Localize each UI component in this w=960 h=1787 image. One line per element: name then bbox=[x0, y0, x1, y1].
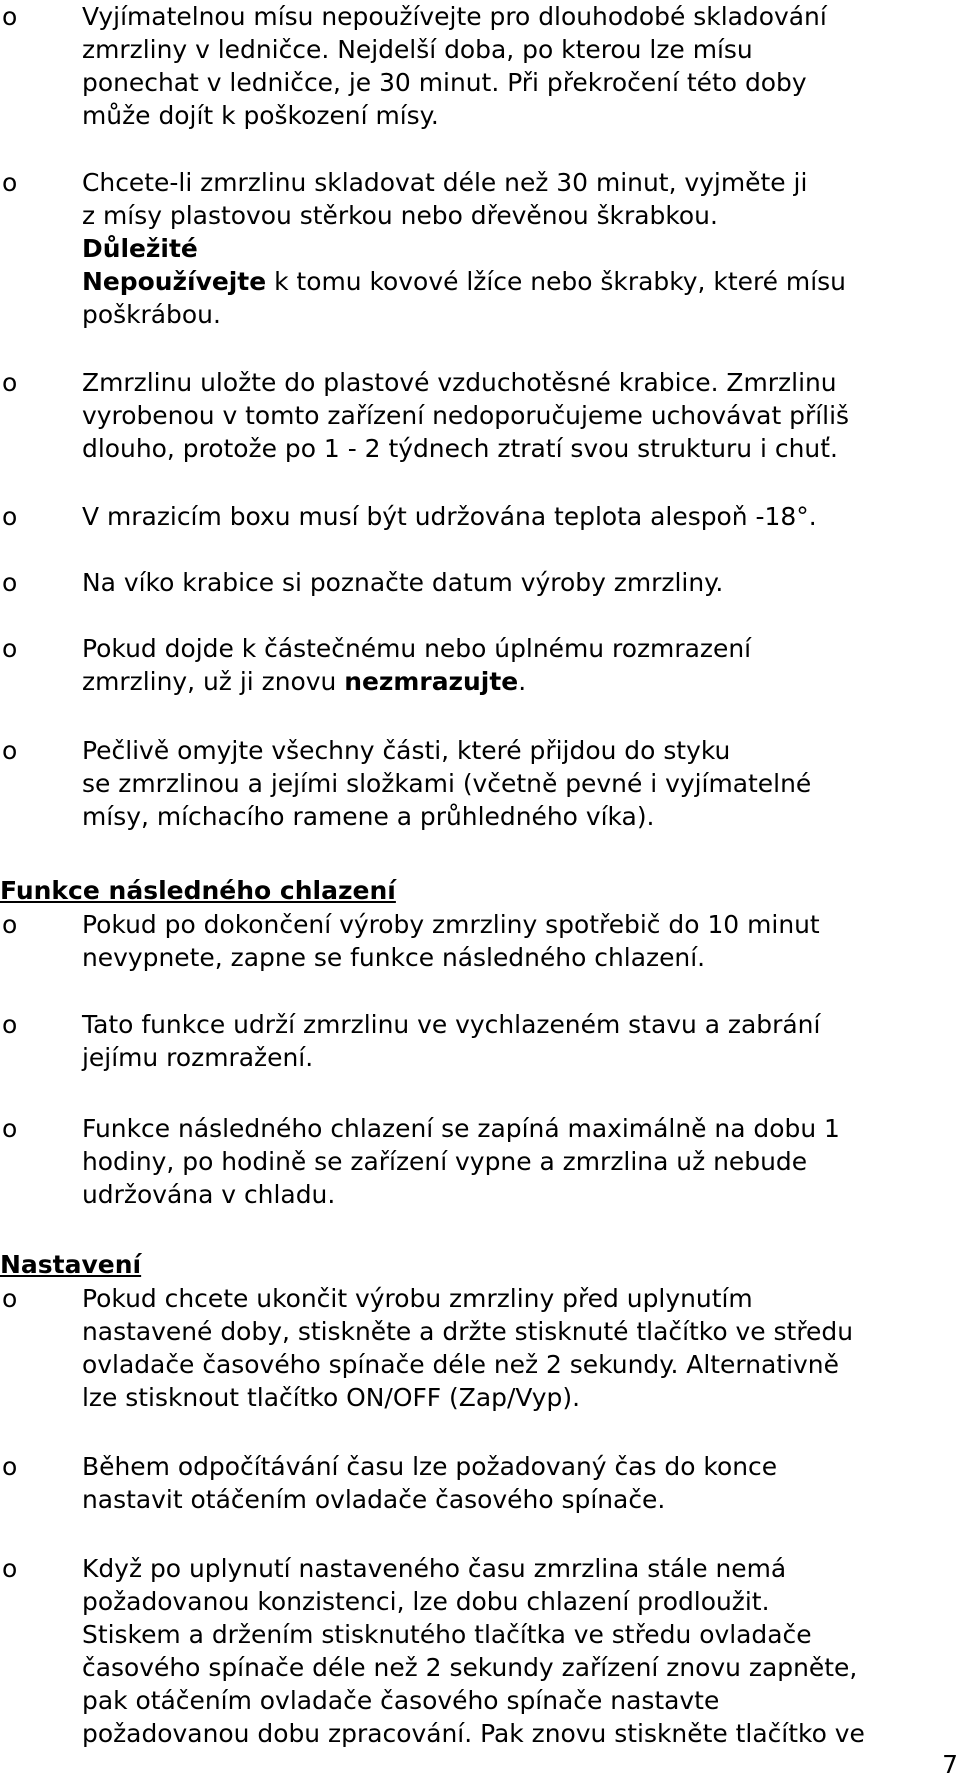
list-item-text bbox=[82, 734, 960, 833]
text-line: mísy, míchacího ramene a průhledného víka). bbox=[82, 802, 655, 831]
bullet-marker: o bbox=[2, 568, 18, 597]
text-line: ponechat v ledničce, je 30 minut. Při překročení této doby bbox=[82, 68, 807, 97]
page-number: 7 bbox=[942, 1750, 958, 1779]
text-line: Tato funkce udrží zmrzlinu ve vychlazeném stavu a zabrání bbox=[82, 1010, 821, 1039]
text-line: Funkce následného chlazení se zapíná maximálně na dobu 1 bbox=[82, 1114, 840, 1143]
list-item-text bbox=[82, 1282, 960, 1414]
text-line: ovladače časového spínače déle než 2 sekundy. Alternativně bbox=[82, 1350, 839, 1379]
text-line: udržována v chladu. bbox=[82, 1180, 336, 1209]
bullet-marker: o bbox=[2, 1554, 18, 1583]
list-item-text bbox=[82, 908, 960, 974]
text-line: vyrobenou v tomto zařízení nedoporučujeme uchovávat příliš bbox=[82, 401, 850, 430]
list-item-text bbox=[82, 0, 960, 132]
text-line: poškrábou. bbox=[82, 300, 221, 329]
bullet-marker: o bbox=[2, 1284, 18, 1313]
important-text: k tomu kovové lžíce nebo škrabky, které mísu bbox=[266, 267, 846, 296]
list-item-text bbox=[82, 1450, 960, 1516]
text-line: dlouho, protože po 1 - 2 týdnech ztratí svou strukturu i chuť. bbox=[82, 434, 838, 463]
text-segment: zmrzliny, už ji znovu bbox=[82, 667, 345, 696]
text-line: nastavit otáčením ovladače časového spínače. bbox=[82, 1485, 666, 1514]
bullet-marker: o bbox=[2, 910, 18, 939]
list-item-text bbox=[82, 1112, 960, 1211]
bullet-marker: o bbox=[2, 634, 18, 663]
bullet-marker: o bbox=[2, 2, 18, 31]
text-line: Vyjímatelnou mísu nepoužívejte pro dlouhodobé skladování bbox=[82, 2, 827, 31]
text-line: nastavené doby, stiskněte a držte stisknuté tlačítko ve středu bbox=[82, 1317, 854, 1346]
text-line: Když po uplynutí nastaveného času zmrzlina stále nemá bbox=[82, 1554, 787, 1583]
bullet-marker: o bbox=[2, 1114, 18, 1143]
text-line: pak otáčením ovladače časového spínače nastavte bbox=[82, 1686, 720, 1715]
list-item-text bbox=[82, 632, 960, 698]
bullet-marker: o bbox=[2, 736, 18, 765]
text-line: hodiny, po hodině se zařízení vypne a zmrzlina už nebude bbox=[82, 1147, 808, 1176]
text-line: Stiskem a držením stisknutého tlačítka ve středu ovladače bbox=[82, 1620, 812, 1649]
bullet-marker: o bbox=[2, 502, 18, 531]
important-bold-text: Nepoužívejte bbox=[82, 267, 267, 296]
important-note bbox=[82, 265, 960, 298]
bullet-marker: o bbox=[2, 1452, 18, 1481]
bullet-marker: o bbox=[2, 1010, 18, 1039]
list-item-text bbox=[82, 566, 960, 599]
text-line: zmrzliny v ledničce. Nejdelší doba, po kterou lze mísu bbox=[82, 35, 753, 64]
text-line: Chcete-li zmrzlinu skladovat déle než 30 minut, vyjměte ji bbox=[82, 168, 808, 197]
text-line: časového spínače déle než 2 sekundy zařízení znovu zapněte, bbox=[82, 1653, 858, 1682]
text-segment: . bbox=[518, 667, 527, 696]
bold-warning-text: nezmrazujte bbox=[344, 667, 519, 696]
text-line: Pokud chcete ukončit výrobu zmrzliny před uplynutím bbox=[82, 1284, 753, 1313]
text-line: Pokud po dokončení výroby zmrzliny spotřebič do 10 minut bbox=[82, 910, 820, 939]
list-item-text bbox=[82, 1552, 960, 1750]
list-item-text bbox=[82, 166, 960, 331]
important-label: Důležité bbox=[82, 234, 198, 263]
text-line: z mísy plastovou stěrkou nebo dřevěnou škrabkou. bbox=[82, 201, 718, 230]
text-line: Pokud dojde k částečnému nebo úplnému rozmrazení bbox=[82, 634, 752, 663]
text-line: lze stisknout tlačítko ON/OFF (Zap/Vyp). bbox=[82, 1383, 581, 1412]
bullet-marker: o bbox=[2, 368, 18, 397]
list-item-text bbox=[82, 500, 960, 533]
text-line: požadovanou konzistenci, lze dobu chlazení prodloužit. bbox=[82, 1587, 770, 1616]
text-line: může dojít k poškození mísy. bbox=[82, 101, 439, 130]
text-line: se zmrzlinou a jejími složkami (včetně pevné i vyjímatelné bbox=[82, 769, 812, 798]
text-line: požadovanou dobu zpracování. Pak znovu stiskněte tlačítko ve bbox=[82, 1719, 865, 1748]
list-item-text bbox=[82, 366, 960, 465]
text-line: nevypnete, zapne se funkce následného chlazení. bbox=[82, 943, 706, 972]
text-line: jejímu rozmražení. bbox=[82, 1043, 314, 1072]
text-line: Zmrzlinu uložte do plastové vzduchotěsné krabice. Zmrzlinu bbox=[82, 368, 837, 397]
bullet-marker: o bbox=[2, 168, 18, 197]
text-line-mixed bbox=[82, 665, 960, 698]
section-heading: Nastavení bbox=[0, 1250, 142, 1279]
text-line: Na víko krabice si poznačte datum výroby zmrzliny. bbox=[82, 568, 724, 597]
text-line: Pečlivě omyjte všechny části, které přijdou do styku bbox=[82, 736, 731, 765]
list-item-text bbox=[82, 1008, 960, 1074]
section-heading: Funkce následného chlazení bbox=[0, 876, 396, 905]
text-line: Během odpočítávání času lze požadovaný čas do konce bbox=[82, 1452, 778, 1481]
text-line: V mrazicím boxu musí být udržována teplota alespoň -18°. bbox=[82, 502, 817, 531]
